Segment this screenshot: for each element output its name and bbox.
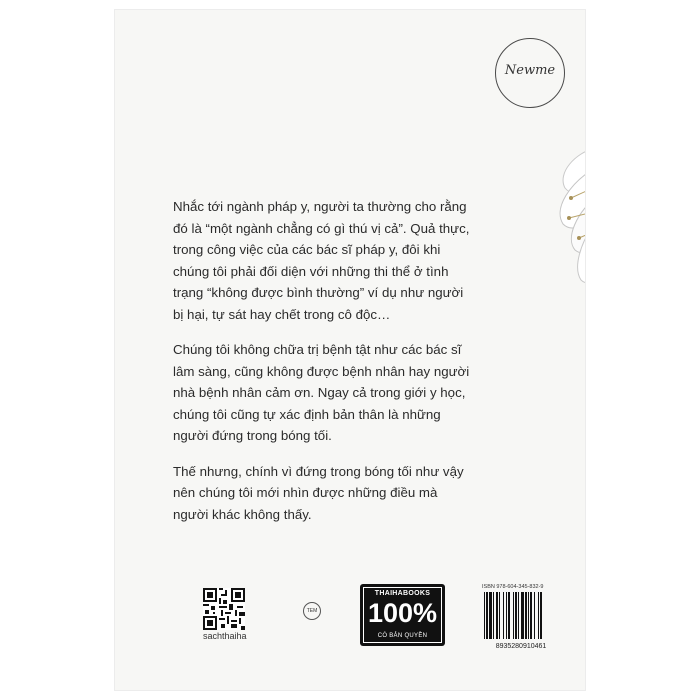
synopsis-paragraph: Nhắc tới ngành pháp y, người ta thường cho rằng đó là “một ngành chẳng có gì thú vị cả”. Quả thực, trong công việc của các bác sĩ pháp y, đôi khi chúng tôi phải đối diện với những thi thể ở tình trạng “không được bình thường” ví dụ như người bị hại, tự sát hay chết trong cô độc… — [173, 199, 470, 322]
lily-flower-icon — [535, 128, 585, 298]
copyright-stamp — [360, 584, 445, 646]
qr-label: sachthaiha — [203, 631, 247, 641]
publisher-logo-text: Newme — [504, 63, 556, 78]
synopsis-paragraph: Thế nhưng, chính vì đứng trong bóng tối như vậy nên chúng tôi mới nhìn được những điều mà người khác không thấy. — [173, 463, 464, 522]
synopsis-paragraph: Chúng tôi không chữa trị bệnh tật như các bác sĩ lâm sàng, cũng không được bệnh nhân hay người nhà bệnh nhân cảm ơn. Ngay cả trong giới y học, chúng tôi cũng tự xác định bản thân là những người đứng trong bóng tối. — [173, 342, 470, 443]
synopsis-text — [173, 196, 473, 539]
book-back-cover — [115, 10, 585, 690]
publisher-logo — [495, 38, 565, 108]
qr-code-icon — [203, 588, 245, 630]
barcode-number: 8935280910461 — [495, 643, 547, 650]
qr-code-block — [203, 588, 247, 641]
barcode-icon — [482, 592, 560, 650]
tem-label: TEM — [306, 608, 318, 614]
isbn-text: ISBN 978-604-345-832-9 — [482, 584, 544, 590]
tem-seal-icon — [303, 602, 321, 620]
stamp-subtitle: CÓ BẢN QUYỀN — [377, 633, 428, 639]
stamp-percentage: 100% — [367, 598, 438, 628]
stamp-brand: THAIHABOOKS — [374, 590, 431, 597]
isbn-barcode-block — [482, 584, 560, 650]
